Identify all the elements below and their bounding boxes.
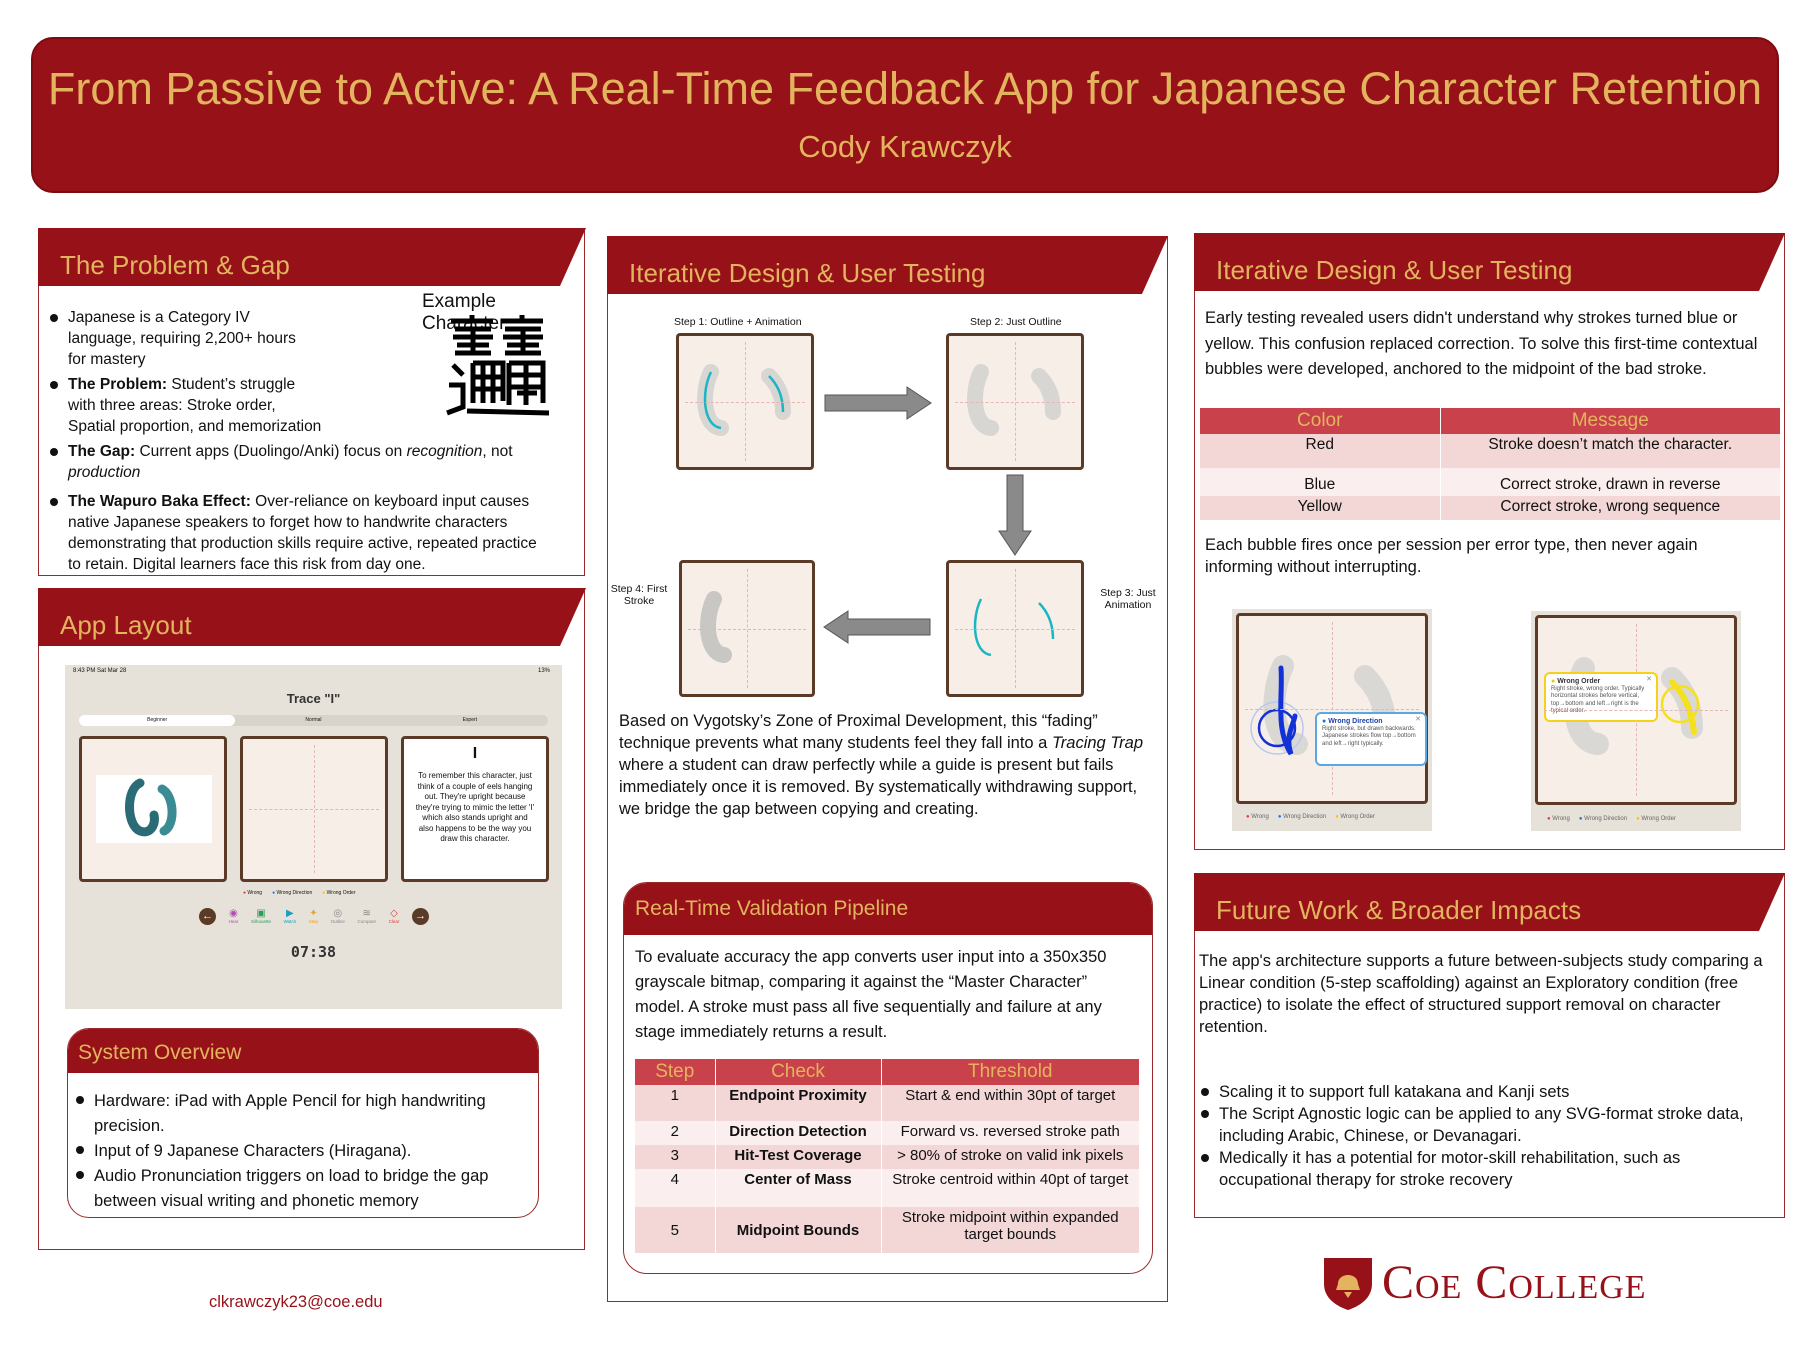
column-header: Message <box>1440 408 1780 434</box>
hint-character: I <box>472 745 478 762</box>
legend-item: ● Wrong Direction <box>1277 814 1327 820</box>
clear-tool[interactable] <box>389 908 400 924</box>
wrong-order-strokes <box>1538 618 1734 802</box>
future-bullets <box>1201 1081 1771 1191</box>
legend-row <box>1547 816 1676 822</box>
table-cell: Direction Detection <box>715 1121 881 1145</box>
college-crest-icon <box>1322 1254 1374 1310</box>
app-layout-panel <box>38 588 585 1250</box>
poster-header <box>31 37 1779 193</box>
eraser-icon: ◇ <box>390 908 398 919</box>
problem-bullet-1 <box>50 307 312 370</box>
wrong-direction-canvas <box>1236 613 1428 804</box>
bullet-text: Japanese is a Category IV language, requiring 2,200+ hours for mastery <box>68 309 296 368</box>
iterative-mid-heading: Iterative Design & User Testing <box>607 236 1142 294</box>
future-bullet: Medically it has a potential for motor-skill rehabilitation, such as occupational therapy for stroke recovery <box>1201 1147 1771 1191</box>
example-character-label: Example Character <box>422 291 506 334</box>
bullet-text: Current apps (Duolingo/Anki) focus on <box>135 443 407 460</box>
wrong-order-bubble <box>1544 672 1658 722</box>
table-cell: 4 <box>635 1169 715 1207</box>
hint-card <box>401 736 549 882</box>
system-bullet: Input of 9 Japanese Characters (Hiragana). <box>76 1139 524 1164</box>
wrong-order-screenshot <box>1531 611 1741 831</box>
problem-bullet-2 <box>50 374 322 437</box>
table-cell: Endpoint Proximity <box>715 1085 881 1121</box>
step1-label: Step 1: Outline + Animation <box>674 316 802 328</box>
tool-label: Clear <box>388 919 400 924</box>
legend-label: Wrong Order <box>1641 816 1676 822</box>
reference-card <box>79 736 227 882</box>
toolbar <box>199 905 429 927</box>
legend-row <box>1246 814 1375 820</box>
tool-label: Outline <box>330 919 345 924</box>
lightbulb-icon: ✦ <box>309 908 318 919</box>
legend-item: ● Wrong Order <box>1335 814 1375 820</box>
legend-item: ● Wrong Order <box>1636 816 1676 822</box>
step4-tile <box>679 560 815 697</box>
problem-panel <box>38 228 585 576</box>
table-row <box>635 1085 1139 1121</box>
step4-strokes <box>682 563 812 694</box>
table-row <box>1200 434 1780 468</box>
table-row <box>1200 468 1780 496</box>
bubble-text: Right stroke, but drawn backwards. Japanese strokes flow top→bottom and left→right typically. <box>1322 725 1416 747</box>
step3-label: Step 3: Just Animation <box>1100 587 1156 611</box>
bubble-title-text: Wrong Order <box>1557 678 1601 685</box>
column-header: Threshold <box>881 1059 1139 1085</box>
pipeline-panel <box>623 882 1153 1274</box>
wrong-order-canvas <box>1535 615 1737 805</box>
bubble-text: Right stroke, wrong order. Typically horizontal strokes before vertical, top→bottom and left→right is the typical order. <box>1551 685 1645 714</box>
table-row <box>635 1145 1139 1169</box>
image-icon: ▣ <box>256 908 266 919</box>
bullet-text: Over-reliance on keyboard input causes native Japanese speakers to forget how to handwrite characters demonstrating that production skills require active, repeated practice to retain. Digital learners face this risk from day one. <box>68 493 537 573</box>
poster-author: Cody Krawczyk <box>798 129 1012 164</box>
table-cell: Midpoint Bounds <box>715 1207 881 1253</box>
table-row <box>1200 496 1780 520</box>
column-header: Color <box>1200 408 1440 434</box>
system-bullet: Audio Pronunciation triggers on load to bridge the gap between visual writing and phonetic memory <box>76 1164 524 1214</box>
table-cell: Stroke centroid within 40pt of target <box>881 1169 1139 1207</box>
iterative-right-panel <box>1194 233 1785 850</box>
legend-wrong: ● Wrong <box>243 890 263 896</box>
legend-wrong-direction: ● Wrong Direction <box>272 890 313 896</box>
reference-image <box>96 775 212 843</box>
step1-tile <box>676 333 814 470</box>
close-icon[interactable]: ✕ <box>1646 676 1652 683</box>
legend-item: ● Wrong <box>1547 816 1570 822</box>
tool-label: Step <box>308 919 319 924</box>
table-cell: 1 <box>635 1085 715 1121</box>
step2-strokes <box>949 336 1081 467</box>
table-cell: Hit-Test Coverage <box>715 1145 881 1169</box>
table-cell: Red <box>1200 434 1440 468</box>
legend-wrong-order: ● Wrong Order <box>322 890 356 896</box>
step3-strokes <box>949 563 1081 694</box>
legend-label: Wrong Direction <box>276 890 313 896</box>
watch-tool[interactable] <box>284 908 297 924</box>
left-arrow <box>820 609 932 650</box>
screen-title: Trace "I" <box>286 691 341 706</box>
table-cell: Correct stroke, drawn in reverse <box>1440 468 1780 496</box>
status-time: 8:43 PM Sat Mar 28 <box>73 668 127 674</box>
outline-tool[interactable] <box>331 908 345 924</box>
app-screenshot <box>65 665 562 1009</box>
table-cell: Forward vs. reversed stroke path <box>881 1121 1139 1145</box>
bubble-title <box>1551 678 1651 686</box>
legend-label: Wrong Direction <box>1283 814 1327 820</box>
iterative-mid-panel <box>607 236 1168 1302</box>
step2-label: Step 2: Just Outline <box>970 316 1062 328</box>
legend-label: Wrong Order <box>1340 814 1375 820</box>
bullet-tail: , not <box>482 443 513 460</box>
pipeline-table <box>635 1059 1139 1253</box>
paragraph-emphasis: Tracing Trap <box>1051 734 1144 752</box>
system-bullet: Hardware: iPad with Apple Pencil for high handwriting precision. <box>76 1089 524 1139</box>
close-icon[interactable]: ✕ <box>1415 716 1421 723</box>
step2-tile <box>946 333 1084 470</box>
hear-tool[interactable] <box>229 908 239 924</box>
layers-icon: ≋ <box>362 908 371 919</box>
problem-heading: The Problem & Gap <box>38 228 560 286</box>
problem-bullet-3 <box>50 441 520 483</box>
pipeline-intro: To evaluate accuracy the app converts user input into a 350x350 grayscale bitmap, comparing it against the “Master Character” model. A stroke must pass all five sequentially and failure at any stage immediately returns a result. <box>635 948 1107 1041</box>
tab-normal[interactable]: Normal <box>305 717 322 723</box>
table-cell: Start & end within 30pt of target <box>881 1085 1139 1121</box>
hint-text: To remember this character, just think of a couple of eels hanging out. They're upright because they're trying to mimic the letter 'I' which also stands upright and also happens to be the way you draw this character. <box>415 771 535 843</box>
table-cell: Center of Mass <box>715 1169 881 1207</box>
legend-item: ● Wrong <box>1246 814 1269 820</box>
system-overview-panel <box>67 1028 539 1218</box>
system-overview-bullets <box>68 1073 538 1214</box>
down-arrow <box>997 473 1033 562</box>
table-cell: Blue <box>1200 468 1440 496</box>
timer: 07:38 <box>290 943 337 961</box>
legend-label: Wrong <box>1552 816 1570 822</box>
problem-bullet-4 <box>50 491 550 575</box>
status-battery: 13% <box>537 668 550 674</box>
legend-label: Wrong Order <box>326 890 356 896</box>
table-cell: Stroke doesn’t match the character. <box>1440 434 1780 468</box>
paragraph-text: Based on Vygotsky’s Zone of Proximal Development, this “fading” technique prevents what many students feel they fall into a <box>619 712 1098 752</box>
speaker-icon: ◉ <box>229 908 238 919</box>
column-header: Check <box>715 1059 881 1085</box>
pipeline-heading: Real-Time Validation Pipeline <box>624 883 1152 935</box>
problem-bullets <box>50 307 570 579</box>
table-row <box>635 1207 1139 1253</box>
table-cell: 3 <box>635 1145 715 1169</box>
tab-expert[interactable]: Expert <box>462 717 478 723</box>
iterative-right-outro: Each bubble fires once per session per error type, then never again informing without interrupting. <box>1205 536 1698 576</box>
fading-paragraph <box>619 710 1161 820</box>
bullet-text: Student’s struggle with three areas: Stroke order, Spatial proportion, and memorization <box>68 376 322 435</box>
bullet-emphasis: recognition <box>406 443 483 460</box>
eel-icon <box>96 775 212 843</box>
coe-college-logo <box>1322 1254 1687 1310</box>
wrong-direction-screenshot <box>1232 609 1432 831</box>
tool-label: Silhouette <box>250 919 271 924</box>
tool-label: Hear <box>228 919 239 924</box>
future-bullet: The Script Agnostic logic can be applied to any SVG-format stroke data, including Arabic, Chinese, or Devanagari. <box>1201 1103 1771 1147</box>
table-row <box>635 1169 1139 1207</box>
table-cell: Stroke midpoint within expanded target bounds <box>881 1207 1139 1253</box>
bubble-title-text: Wrong Direction <box>1328 718 1383 725</box>
bullet-lead: The Problem: <box>68 376 168 393</box>
contact-email[interactable]: clkrawczyk23@coe.edu <box>209 1293 383 1311</box>
table-row <box>635 1121 1139 1145</box>
table-cell: 2 <box>635 1121 715 1145</box>
step1-strokes <box>679 336 811 467</box>
legend-label: Wrong <box>1251 814 1269 820</box>
previous-arrow-icon[interactable]: ← <box>199 908 216 925</box>
legend-label: Wrong <box>247 890 263 896</box>
future-intro: The app's architecture supports a future between-subjects study comparing a Linear condition (5-step scaffolding) against an Exploratory condition (free practice) to isolate the effect of structured support removal on character retention. <box>1199 952 1763 1036</box>
table-cell: 5 <box>635 1207 715 1253</box>
bubble-title <box>1322 718 1420 726</box>
step3-tile <box>946 560 1084 697</box>
step-tool[interactable] <box>309 908 318 924</box>
play-icon: ▶ <box>286 908 294 919</box>
wrong-direction-bubble <box>1315 712 1427 766</box>
future-panel <box>1194 873 1785 1218</box>
system-overview-heading: System Overview <box>68 1029 538 1073</box>
step4-label: Step 4: First Stroke <box>610 583 668 607</box>
compare-tool[interactable] <box>357 908 376 924</box>
app-layout-heading: App Layout <box>38 588 560 646</box>
column-header: Step <box>635 1059 715 1085</box>
table-cell: Yellow <box>1200 496 1440 520</box>
tab-beginner[interactable]: Beginner <box>79 715 235 726</box>
legend-label: Wrong Direction <box>1584 816 1628 822</box>
color-message-table <box>1200 408 1780 520</box>
table-cell: Correct stroke, wrong sequence <box>1440 496 1780 520</box>
bullet-lead: The Wapuro Baka Effect: <box>68 493 251 510</box>
bullet-lead: The Gap: <box>68 443 136 460</box>
right-arrow <box>823 385 935 426</box>
future-bullet: Scaling it to support full katakana and Kanji sets <box>1201 1081 1771 1103</box>
silhouette-tool[interactable] <box>251 908 271 924</box>
blue-dot-icon: ● <box>1322 718 1329 725</box>
wrong-direction-strokes <box>1239 616 1425 801</box>
next-arrow-icon[interactable]: → <box>412 908 429 925</box>
tool-label: Watch <box>283 919 297 924</box>
table-cell: > 80% of stroke on valid ink pixels <box>881 1145 1139 1169</box>
bullet-emphasis-2: production <box>68 464 141 481</box>
tool-label: Compare <box>357 919 376 924</box>
stroke-legend <box>243 890 355 896</box>
drawing-canvas[interactable] <box>240 736 388 882</box>
paragraph-text-2: where a student can draw perfectly while a guide is present but fails immediately once it is removed. By systematically withdrawing support, we bridge the gap between copying and creating. <box>619 756 1138 818</box>
college-wordmark: Coe College <box>1382 1256 1647 1309</box>
iterative-right-intro: Early testing revealed users didn't understand why strokes turned blue or yellow. This confusion replaced correction. To solve this first-time contextual bubbles were developed, anchored to the midpoint of the bad stroke. <box>1205 309 1758 378</box>
difficulty-segmented <box>79 715 548 726</box>
yellow-dot-icon: ● <box>1551 678 1558 685</box>
future-heading: Future Work & Broader Impacts <box>1194 873 1759 931</box>
eye-icon: ◎ <box>333 908 343 919</box>
iterative-right-heading: Iterative Design & User Testing <box>1194 233 1759 291</box>
legend-item: ● Wrong Direction <box>1578 816 1628 822</box>
poster-title: From Passive to Active: A Real-Time Feedback App for Japanese Character Retention <box>47 63 1763 114</box>
